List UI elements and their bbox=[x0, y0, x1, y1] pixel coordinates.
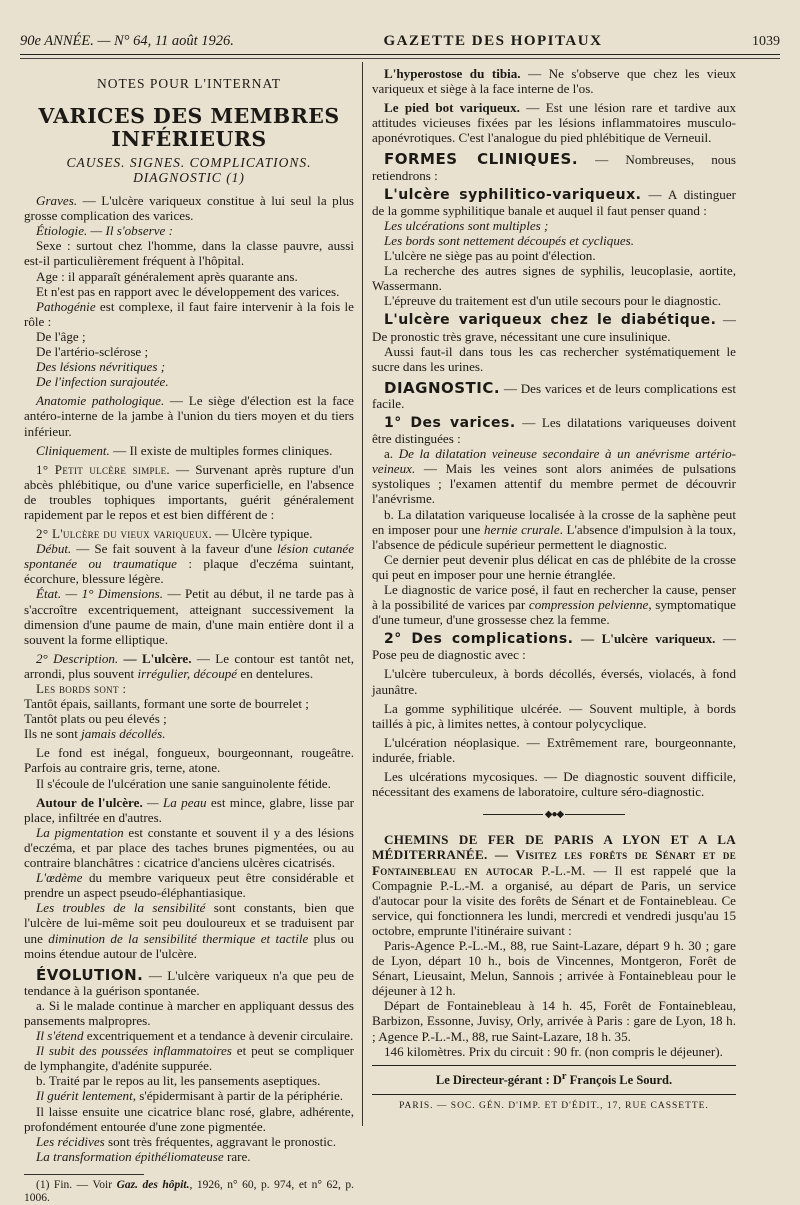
paragraph-prix: 146 kilomètres. Prix du circuit : 90 fr. (non compris le déjeuner). bbox=[384, 1043, 723, 1059]
bold-head: — L'ulcère. bbox=[118, 650, 192, 666]
paragraph-fond: Le fond est inégal, fongueux, bourgeonnant, rougeâtre. Parfois au contraire gris, terne, atone. bbox=[24, 745, 354, 776]
paragraph-graves bbox=[24, 193, 354, 223]
list-item: De l'infection surajoutée. bbox=[36, 374, 169, 390]
subsection-heading: 2° Des complications. bbox=[384, 631, 574, 648]
list-item: L'épreuve du traitement est d'un utile secours pour le diagnostic. bbox=[384, 293, 722, 309]
paragraph-evolution-laisse: Il laisse ensuite une cicatrice blanc rosé, glabre, adhérente, profondément entourée d'une zone pigmentée. bbox=[24, 1103, 354, 1134]
paragraph-des-varices bbox=[372, 415, 736, 446]
emphasis: hernie crurale bbox=[484, 521, 560, 537]
emphasis: Les troubles de la sensibilité bbox=[36, 900, 206, 916]
paragraph-debut bbox=[24, 541, 354, 586]
footnote-rule bbox=[24, 1174, 144, 1175]
paragraph-varices-c: Ce dernier peut devenir plus délicat en cas de phlébite de la crosse qui peut en imposer pour une hernie étranglée. bbox=[372, 551, 736, 582]
run-in-head: Début. bbox=[36, 541, 72, 557]
subsection-heading: L'ulcère variqueux chez le diabétique. bbox=[384, 312, 717, 329]
emphasis: irrégulier, découpé bbox=[137, 665, 238, 681]
list-item: De l'artério-sclérose ; bbox=[36, 344, 149, 360]
paragraph-syphilitico bbox=[372, 187, 736, 218]
list-item: Les ulcérations sont multiples ; bbox=[384, 217, 549, 233]
paragraph-vieux-variqueux bbox=[24, 526, 354, 541]
footnote-text: (1) Fin. — Voir bbox=[36, 1178, 117, 1191]
paragraph-text: P.-L.-M. — Il est rappelé que la Compagnie P.-L.-M. a organisé, au départ de Paris, un service d'autocar pour la visite des forêts de Sénart et de Fontainebleau. Ce service, qui fonctionnera les lundi, mercredi et vendredi jusqu'au 15 octobre, emprunte l'itinéraire suivant : bbox=[372, 862, 736, 938]
emphasis: Les récidives bbox=[36, 1133, 105, 1149]
bold-head: — L'ulcère variqueux. bbox=[573, 631, 716, 647]
paragraph-text: — Les dilatations variqueuses doivent être distinguées : bbox=[372, 414, 736, 447]
issue-info: 90e ANNÉE. — N° 64, 11 août 1926. bbox=[20, 33, 234, 49]
paragraph-diabetique-2: Aussi faut-il dans tous les cas rechercher systématiquement le sucre dans les urines. bbox=[372, 343, 736, 374]
emphasis: Il guérit lentement bbox=[36, 1088, 133, 1104]
paragraph-evolution-extend bbox=[24, 1028, 354, 1043]
run-in-head: Anatomie pathologique. bbox=[36, 393, 165, 409]
paragraph-text: rare. bbox=[223, 1148, 251, 1164]
paragraph-text: . L'absence d'impulsion à la toux, l'absence de pédicule supérieur permettent le diagnostic. bbox=[372, 521, 736, 552]
paragraph-text: , s'épidermisant à partir de la périphérie. bbox=[132, 1088, 344, 1104]
emphasis: Il s'étend bbox=[36, 1028, 84, 1044]
run-in-head: Graves. bbox=[36, 193, 78, 209]
paragraph-evolution-subit bbox=[24, 1043, 354, 1073]
emphasis: Il subit des poussées inflammatoires bbox=[36, 1043, 232, 1059]
paragraph-text: — Le contour est tantôt net, arrondi, plus souvent bbox=[24, 650, 354, 681]
list-item: Les bords sont nettement découpés et cycliques. bbox=[384, 232, 635, 248]
paragraph-text: — L'ulcère variqueux constitue à lui seul la plus grosse complication des varices. bbox=[24, 193, 354, 224]
section-heading: DIAGNOSTIC. bbox=[384, 378, 501, 397]
paragraph-pigmentation bbox=[24, 825, 354, 870]
list-item: L'ulcère ne siège pas au point d'élection. bbox=[384, 248, 596, 264]
paragraph-mycosiques: Les ulcérations mycosiques. — De diagnostic souvent difficile, nécessitant des examens de laboratoire, culture séro-diagnostic. bbox=[372, 769, 736, 800]
paragraph-pied-bot bbox=[372, 100, 736, 145]
paragraph-bords: Les bords sont : bbox=[36, 681, 127, 696]
paragraph-text: Le diagnostic de varice posé, il faut en rechercher la cause, penser à la possibilité de varices par bbox=[372, 582, 736, 613]
section-heading: FORMES CLINIQUES. bbox=[384, 150, 579, 169]
footnote-citation: Gaz. des hôpit. bbox=[116, 1178, 190, 1191]
paragraph-text: sont très fréquentes, aggravant le pronostic. bbox=[104, 1133, 336, 1149]
notice-heading: CHEMINS DE FER DE PARIS A LYON ET A LA MÉDITERRANÉE. — Visitez les forêts de Sénart et de Fontainebleau en autocar bbox=[372, 832, 736, 878]
page-number: 1039 bbox=[752, 34, 780, 49]
section-heading: ÉVOLUTION. bbox=[36, 965, 144, 984]
directeur-gerant bbox=[372, 1069, 736, 1088]
paragraph-troubles bbox=[24, 900, 354, 960]
paragraph-evolution-a: a. Si le malade continue à marcher en appliquant dessus des pansements malpropres. bbox=[24, 997, 354, 1028]
footnote-text: , 1926, n° 60, p. 974, et n° 62, p. 1006. bbox=[24, 1178, 355, 1204]
paragraph-text: — Nombreuses, nous retiendrons : bbox=[372, 152, 736, 183]
subsection-heading: 1° Des varices. bbox=[384, 414, 516, 431]
paragraph-text: b. La dilatation variqueuse localisée à la crosse de la saphène peut en imposer pour une bbox=[372, 506, 736, 537]
subtitle-line-1: CAUSES. SIGNES. COMPLICATIONS. bbox=[66, 155, 312, 171]
paragraph-age: Age : il apparaît généralement après quarante ans. bbox=[36, 268, 298, 284]
run-in-head: 2° Description. bbox=[36, 650, 119, 666]
paragraph-evolution-transformation bbox=[24, 1149, 354, 1164]
run-in-head: Cliniquement. bbox=[36, 442, 110, 458]
paragraph-text: — Des varices et de leurs complications est facile. bbox=[372, 380, 736, 411]
paragraph-text: — Ne s'observe que chez les vieux variqueux et siège à la face interne de l'os. bbox=[372, 66, 736, 97]
paragraph-des-complications bbox=[372, 631, 736, 662]
paragraph-petit-ulcere bbox=[24, 462, 354, 522]
paragraph-text: — Pose peu de diagnostic avec : bbox=[372, 631, 736, 663]
paragraph-anatomie bbox=[24, 393, 354, 438]
paragraph-text: sont constants, bien que l'ulcère de lui-même soit peu douloureux et se traduisent par une bbox=[24, 900, 355, 946]
paragraph-text: — A distinguer de la gomme syphilitique banale et auquel il faut penser quand : bbox=[372, 186, 736, 218]
paragraph-varices-a bbox=[372, 446, 736, 506]
emphasis: lésion cutanée spontanée ou traumatique bbox=[24, 541, 355, 572]
paragraph-sexe: Sexe : surtout chez l'homme, dans la classe pauvre, aussi est-il particulièrement fréquent à l'hôpital. bbox=[24, 238, 354, 269]
emphasis: jamais décollés. bbox=[81, 726, 166, 742]
paragraph-neoplasique: L'ulcération néoplasique. — Extrêmement rare, bourgeonnante, indurée, friable. bbox=[372, 734, 736, 765]
paragraph-cliniquement bbox=[24, 443, 354, 458]
section-separator: ◆●◆ bbox=[372, 807, 736, 822]
paragraph-text: : plaque d'eczéma suintant, écorchure, blessure légère. bbox=[24, 556, 354, 587]
paragraph-description bbox=[24, 651, 354, 681]
paragraph-text: est constante et souvent il y a des lésions d'eczéma, et par place des taches brunes pigmentées, ou au contraire blanchâtres : cicatrice d'anciens ulcères cicatrisés. bbox=[24, 824, 354, 871]
paragraph-hyperostose bbox=[372, 66, 736, 96]
article-title: VARICES DES MEMBRES INFÉRIEURS bbox=[38, 104, 340, 152]
emphasis: La transformation épithéliomateuse bbox=[36, 1148, 224, 1164]
emphasis: — La peau bbox=[142, 794, 207, 810]
journal-title: GAZETTE DES HOPITAUX bbox=[383, 33, 603, 49]
paragraph-text: plus ou moins étendue autour de l'ulcère. bbox=[24, 930, 354, 961]
subsection-heading: L'ulcère syphilitico-variqueux. bbox=[384, 186, 642, 203]
paragraph-evolution bbox=[24, 965, 354, 998]
article-subtitle bbox=[24, 155, 354, 185]
paragraph-rapport: Et n'est pas en rapport avec le développement des varices. bbox=[36, 283, 340, 299]
paragraph-text: — Se fait souvent à la faveur d'une bbox=[71, 541, 278, 557]
column-divider bbox=[362, 62, 363, 1126]
paragraph-text: — De pronostic très grave, nécessitant une cure insulinique. bbox=[372, 312, 736, 344]
run-in-head: Pathogénie bbox=[36, 298, 96, 314]
gerant-superscript: r bbox=[561, 1070, 567, 1082]
emphasis: La pigmentation bbox=[36, 824, 124, 840]
list-item: Tantôt épais, saillants, formant une sorte de bourrelet ; bbox=[24, 696, 309, 712]
paragraph-etat bbox=[24, 586, 354, 646]
paragraph-text: — Il existe de multiples formes cliniques. bbox=[109, 442, 333, 458]
list-item: Des lésions névritiques ; bbox=[36, 359, 166, 375]
run-in-head: 2° L'ulcère du vieux variqueux. bbox=[36, 526, 213, 542]
emphasis: L'œdème bbox=[36, 870, 83, 886]
header-rule bbox=[20, 54, 780, 55]
paragraph-text: est mince, glabre, lisse par place, infiltrée en d'autres. bbox=[24, 794, 355, 825]
right-column bbox=[372, 66, 736, 1114]
footnote bbox=[24, 1179, 354, 1205]
emphasis: De la dilatation veineuse secondaire à un anévrisme artério-veineux. bbox=[372, 446, 737, 477]
header-rule-thin bbox=[20, 58, 780, 59]
paragraph-text: — Petit au début, il ne tarde pas à s'accroître excentriquement, atteignant successivement la dimension d'une paume de main, d'une main entière dont il a souvent la forme elliptique. bbox=[24, 586, 354, 647]
emphasis: diminution de la sensibilité thermique et tactile bbox=[48, 930, 309, 946]
paragraph-text: a. bbox=[384, 446, 399, 462]
footer-rule bbox=[372, 1065, 736, 1066]
paragraph-evolution-recidives bbox=[24, 1134, 354, 1149]
paragraph-tuberculeux: L'ulcère tuberculeux, à bords décollés, éversés, violacés, à fond jaunâtre. bbox=[372, 666, 736, 697]
bold-head: Le pied bot variqueux. bbox=[384, 100, 520, 116]
section-kicker: NOTES POUR L'INTERNAT bbox=[97, 76, 281, 91]
paragraph-text: — Le siège d'élection est la face antéro-interne de la jambe à l'union du tiers moyen et du tiers inférieur. bbox=[24, 393, 354, 439]
running-header bbox=[20, 24, 780, 50]
paragraph-itineraire-retour: Départ de Fontainebleau à 14 h. 45, Forêt de Fontainebleau, Barbizon, Essonne, Juvisy, Orly, arrivée à Paris : gare de Lyon, 18 h. ; Agence P.-L.-M., 88, rue Saint-Lazare, 18 h. 35. bbox=[372, 998, 736, 1044]
bold-head: Autour de l'ulcère. bbox=[36, 794, 143, 810]
paragraph-text: — Mais les veines sont alors animées de pulsations systoliques ; l'examen attentif du membre permet de découvrir l'anévrisme. bbox=[372, 461, 736, 507]
list-item bbox=[24, 726, 354, 741]
paragraph-diabetique bbox=[372, 312, 736, 343]
paragraph-oedeme bbox=[24, 870, 354, 900]
paragraph-formes bbox=[372, 152, 736, 182]
emphasis: compression pelvienne bbox=[528, 597, 649, 613]
paragraph-diagnostic bbox=[372, 378, 736, 411]
paragraph-text: — Ulcère typique. bbox=[212, 526, 313, 542]
paragraph-text: excentriquement et a tendance à devenir circulaire. bbox=[83, 1028, 354, 1044]
paragraph-text: est complexe, il faut faire intervenir à la fois le rôle : bbox=[24, 298, 354, 329]
paragraph-evolution-gueri bbox=[24, 1088, 354, 1103]
list-item: Tantôt plats ou peu élevés ; bbox=[24, 711, 167, 727]
paragraph-text: du membre variqueux peut être considérable et prendre un aspect pseudo-éléphantiasique. bbox=[24, 870, 354, 901]
paragraph-etiologie: Étiologie. — Il s'observe : bbox=[36, 223, 173, 239]
list-item: De l'âge ; bbox=[36, 328, 86, 344]
paragraph-text: — Survenant après rupture d'un abcès phlébitique, ou d'une varice superficielle, en l'absence de troubles tophiques importants, guérit généralement rapidement par le repos et est bien différent de : bbox=[24, 461, 354, 522]
bold-head: L'hyperostose du tibia. bbox=[384, 66, 521, 81]
paragraph-ecoule: Il s'écoule de l'ulcération une sanie sanguinolente fétide. bbox=[36, 775, 331, 791]
paragraph-text: — L'ulcère variqueux n'a que peu de tendance à la guérison spontanée. bbox=[24, 967, 354, 998]
paragraph-evolution-b: b. Traité par le repos au lit, les pansements aseptiques. bbox=[36, 1073, 321, 1089]
paragraph-itineraire-aller: Paris-Agence P.-L.-M., 88, rue Saint-Lazare, départ 9 h. 30 ; gare de Lyon, départ 10 h., bois de Vincennes, Montgeron, Forêt de Sénart, Lieusaint, Melun, Sannois ; arrivée à Fontainebleau pour le déjeuner à 12 h. bbox=[372, 937, 736, 999]
subtitle-line-2: DIAGNOSTIC (1) bbox=[133, 170, 245, 186]
left-column bbox=[24, 66, 354, 1205]
paragraph-varices-d bbox=[372, 582, 736, 627]
run-in-head: 1° Petit ulcère simple. bbox=[36, 461, 170, 477]
list-item: La recherche des autres signes de syphilis, leucoplasie, aortite, Wassermann. bbox=[372, 263, 736, 294]
paragraph-varices-b bbox=[372, 507, 736, 552]
paragraph-text: — Est une lésion rare et tardive aux attitudes vicieuses fixées par les lésions inflammatoires musculo-aponévrotiques. C'est l'analogue du pied phlébitique de Verneuil. bbox=[372, 100, 736, 146]
paragraph-text: , symptomatique d'une tumeur, d'une grossesse chez la femme. bbox=[372, 597, 736, 628]
paragraph-pathogenie bbox=[24, 299, 354, 329]
paragraph-text: en dentelures. bbox=[237, 665, 314, 681]
footer-rule-2 bbox=[372, 1094, 736, 1095]
paragraph-autour bbox=[24, 795, 354, 825]
gerant-text: Le Directeur-gérant : D bbox=[435, 1072, 562, 1087]
paragraph-gomme: La gomme syphilitique ulcérée. — Souvent multiple, à bords taillés à pic, à limites nettes, à contour polycyclique. bbox=[372, 700, 736, 731]
printer-imprint: PARIS. — SOC. GÉN. D'IMP. ET D'ÉDIT., 17, RUE CASSETTE. bbox=[399, 1100, 709, 1111]
run-in-head: État. — 1° Dimensions. bbox=[36, 586, 163, 602]
paragraph-text: et peut se compliquer de lymphangite, d'adénite suppurée. bbox=[24, 1043, 354, 1074]
gerant-name: François Le Sourd. bbox=[566, 1072, 673, 1087]
paragraph-text: Ils ne sont bbox=[24, 726, 82, 742]
paragraph-chemins-de-fer bbox=[372, 832, 736, 938]
